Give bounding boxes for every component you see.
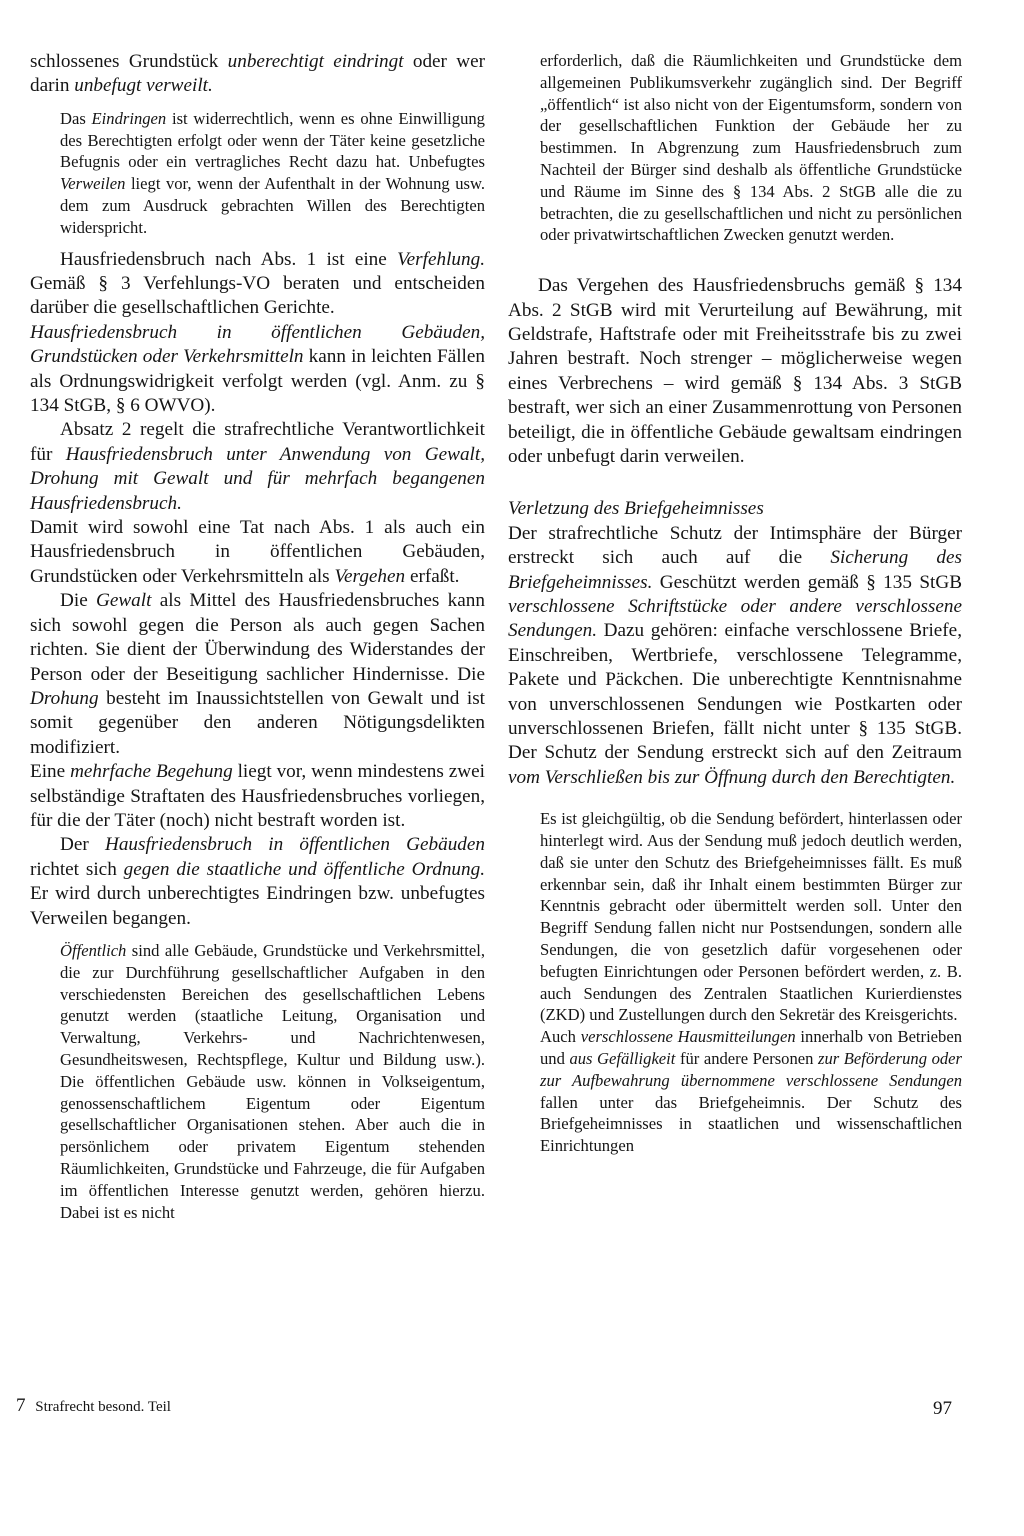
text-run: Geschützt werden gemäß § 135 StGB: [652, 571, 962, 593]
left-text-column: [30, 50, 485, 1223]
emphasized-text: Eindringen: [91, 108, 167, 128]
emphasized-text: Hausfriedensbruch in öffentlichen Gebäuden: [104, 834, 486, 856]
emphasized-text: verschlossene Schriftstücke oder andere verschlossene Sendungen.: [508, 596, 962, 642]
text-run: für andere Personen: [675, 1049, 818, 1069]
paragraph: [508, 522, 962, 790]
paragraph: [30, 50, 485, 99]
paragraph: [30, 940, 485, 1223]
text-run: Auch: [540, 1027, 581, 1047]
paragraph-spacer: [30, 931, 485, 940]
text-run: Das: [60, 108, 92, 128]
emphasized-text: vom Verschließen bis zur Öffnung durch den Berechtigten.: [508, 766, 956, 788]
paragraph: [508, 808, 962, 1026]
text-run: innerhalb von Betrieben und: [540, 1027, 963, 1069]
text-run: als Mittel des Hausfriedensbruches kann sich sowohl gegen die Person als auch gegen Sachen richten. Sie dient der Überwindung des Widerstandes der Person oder der Beseitigung sachlicher Hindernisse. Die: [30, 590, 485, 685]
paragraph: [30, 248, 485, 321]
text-run: Gemäß § 3 Verfehlungs-VO beraten und entscheiden darüber die gesellschaftlichen Gerichte.: [30, 273, 485, 319]
emphasized-text: unberechtigt eindringt: [227, 51, 404, 72]
text-run: kann in leichten Fällen als Ordnungswidrigkeit verfolgt werden (vgl. Anm. zu § 134 StGB, § 6 OWVO).: [30, 346, 485, 417]
paragraph: [30, 418, 485, 516]
paragraph: [30, 589, 485, 760]
emphasized-text: Verfehlung.: [397, 248, 485, 270]
text-run: oder wer darin: [30, 51, 485, 97]
text-run: Damit wird sowohl eine Tat nach Abs. 1 als auch ein Hausfriedensbruch in öffentlichen Gebäuden, Grundstücken oder Verkehrsmitteln als: [30, 517, 485, 587]
emphasized-text: zur Beförderung oder zur Aufbewahrung übernommene verschlossene Sendungen: [540, 1049, 962, 1090]
text-run: Die: [60, 590, 97, 612]
emphasized-text: gegen die staatliche und öffentliche Ordnung.: [123, 858, 485, 880]
emphasized-text: Hausfriedensbruch unter Anwendung von Gewalt, Drohung mit Gewalt und für mehrfach begangenen Hausfriedensbruch.: [30, 443, 485, 514]
paragraph-spacer: [508, 790, 962, 808]
text-run: Er wird durch unberechtigtes Eindringen bzw. unbefugtes Verweilen begangen.: [30, 883, 485, 929]
text-run: ist widerrechtlich, wenn es ohne Einwilligung des Berechtigten erfolgt oder wenn der Täter keine gesetzliche Befugnis oder ein vertragliches Recht dazu hat. Unbefugtes: [60, 108, 485, 172]
paragraph: [508, 1026, 962, 1157]
paragraph: [508, 50, 962, 246]
emphasized-text: mehrfache Begehung: [70, 761, 233, 783]
emphasized-text: Drohung: [30, 687, 99, 709]
text-run: erfaßt.: [405, 565, 460, 587]
paragraph: [508, 274, 962, 469]
emphasized-text: Sicherung des Briefgeheimnisses.: [508, 547, 962, 593]
text-run: schlossenes Grundstück: [30, 51, 228, 72]
paragraph: [30, 108, 485, 239]
emphasized-text: Verletzung des Briefgeheimnisses: [508, 498, 764, 520]
text-run: sind alle Gebäude, Grundstücke und Verkehrsmittel, die zur Durchführung gesellschaftlicher Aufgaben in den verschiedensten Bereichen des gesellschaftlichen Lebens genutzt werden (staatliche Leitung, Organisation und Verwaltung, Verkehrs- und Nachrichtenwesen, Gesundheitswesen, Rechtspflege, Kultur und Bildung usw.). Die öffentlichen Gebäude usw. können in Volkseigentum, genossenschaftlichem Eigentum oder Eigentum gesellschaftlicher Organisationen stehen. Aber auch die in persönlichem oder privatem Eigentum stehenden Räumlichkeiten, Grundstücke und Fahrzeuge, die für Aufgaben im öffentlichen Interesse genutzt werden, gehören hierzu. Dabei ist es nicht: [60, 940, 485, 1222]
emphasized-text: Vergehen: [334, 565, 406, 587]
text-run: liegt vor, wenn der Aufenthalt in der Wohnung usw. dem zum Ausdruck gebrachten Willen des Berechtigten widerspricht.: [60, 174, 485, 237]
paragraph: [30, 760, 485, 833]
page-number: 97: [933, 1398, 952, 1419]
text-run: Der: [60, 834, 105, 856]
text-run: liegt vor, wenn mindestens zwei selbständige Straftaten des Hausfriedensbruches vorliegen, für die der Täter (noch) nicht bestraft worden ist.: [30, 761, 485, 831]
text-run: Es ist gleichgültig, ob die Sendung befördert, hinterlassen oder hinterlegt wird. Aus der Sendung muß jedoch deutlich werden, daß sie unter den Schutz des Briefgeheimnisses fällt. Es muß erkennbar sein, daß ihr Inhalt einem bestimmten Bürger zur Kenntnis gebracht oder übermittelt werden soll. Unter den Begriff Sendung fallen nicht nur Postsendungen, sondern alle Sendungen, die von gesetzlich dafür vorgesehenen oder befugten Einrichtungen oder Personen befördert werden, z. B. auch Sendungen des Zentralen Staatlichen Kurierdienstes (ZKD) und Zustellungen durch den Sekretär des Kreisgerichts.: [540, 809, 962, 1025]
text-run: Der strafrechtliche Schutz der Intimsphäre der Bürger erstreckt sich auch auf die: [508, 522, 962, 569]
paragraph: [30, 516, 485, 589]
emphasized-text: unbefugt verweilt.: [74, 75, 213, 97]
text-run: Hausfriedensbruch nach Abs. 1 ist eine: [60, 248, 398, 270]
paragraph-spacer: [508, 246, 962, 274]
emphasized-text: Verweilen: [60, 174, 126, 194]
text-run: richtet sich: [30, 858, 124, 880]
emphasized-text: verschlossene Hausmitteilungen: [580, 1027, 796, 1047]
paragraph-spacer: [30, 99, 485, 108]
text-run: Absatz 2 regelt die strafrechtliche Verantwortlichkeit für: [30, 419, 485, 465]
signature-number: 7: [16, 1395, 26, 1416]
emphasized-text: aus Gefälligkeit: [569, 1049, 676, 1069]
paragraph: [30, 833, 485, 931]
text-run: Das Vergehen des Hausfriedensbruchs gemäß § 134 Abs. 2 StGB wird mit Verurteilung auf Bewährung, mit Geldstrafe, Haftstrafe oder mit Freiheitsstrafe bis zu zwei Jahren bestraft. Noch strenger – möglicherweise wegen eines Verbrechens – wird gemäß § 134 Abs. 3 StGB bestraft, wer sich an einer Zusammenrottung von Personen beteiligt, die in öffentliche Gebäude gewaltsam eindringen oder unbefugt darin verweilen.: [508, 275, 962, 468]
text-run: Dazu gehören: einfache verschlossene Briefe, Einschreiben, Wertbriefe, verschlossene Telegramme, Pakete und Päckchen. Die unberechtigte Kenntnisnahme von unverschlossenen Sendungen wie Postkarten oder unverschlossenen Briefen, fällt nicht unter § 135 StGB. Der Schutz der Sendung erstreckt sich auf den Zeitraum: [508, 620, 962, 764]
paragraph-spacer: [508, 469, 962, 497]
text-run: besteht im Inaussichtstellen von Gewalt und ist somit gegenüber den anderen Nötigungsdelikten modifiziert.: [30, 687, 485, 758]
emphasized-text: Gewalt: [96, 590, 152, 612]
paragraph: [30, 321, 485, 419]
paragraph-spacer: [30, 239, 485, 248]
signature-title: Strafrecht besond. Teil: [35, 1399, 171, 1415]
right-text-column: [508, 50, 962, 1157]
footer-signature: [16, 1396, 171, 1417]
text-run: erforderlich, daß die Räumlichkeiten und Grundstücke dem allgemeinen Publikumsverkehr zugänglich sind. Der Begriff „öffentlich“ ist also nicht von der Eigentumsform, sondern von der gesellschaftlichen Funktion der Gebäude her zu bestimmen. In Abgrenzung zum Hausfriedensbruch zum Nachteil der Bürger sind deshalb als öffentliche Grundstücke und Räume im Sinne des § 134 Abs. 2 StGB alle die zu betrachten, die zu gesellschaftlichen und nicht zu persönlichen oder privatwirtschaftlichen Zwecken genutzt werden.: [540, 51, 962, 245]
emphasized-text: Hausfriedensbruch in öffentlichen Gebäuden, Grundstücken oder Verkehrsmitteln: [30, 321, 485, 368]
emphasized-text: Öffentlich: [60, 940, 127, 960]
section-heading: [508, 497, 962, 521]
text-run: Eine: [30, 761, 71, 783]
text-run: fallen unter das Briefgeheimnis. Der Schutz des Briefgeheimnisses in staatlichen und wissenschaftlichen Einrichtungen: [540, 1092, 962, 1156]
